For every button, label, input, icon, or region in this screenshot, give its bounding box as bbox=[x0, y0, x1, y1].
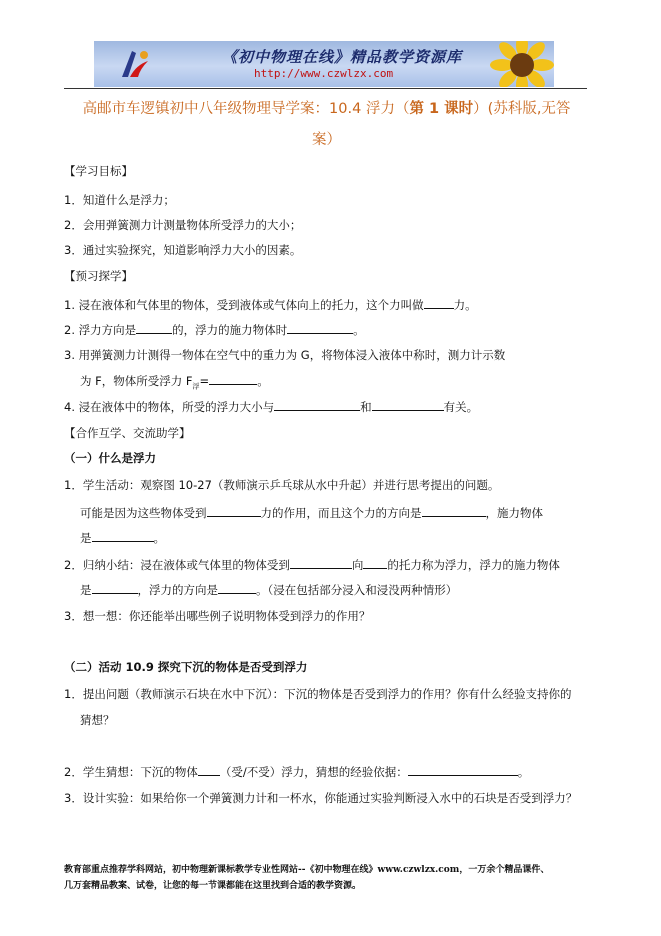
question-text: 有关。 bbox=[443, 400, 479, 414]
question-text: 力的作用，而且这个力的方向是 bbox=[260, 506, 422, 520]
title-part: ）(苏科版,无答 bbox=[473, 101, 571, 117]
answer-blank[interactable] bbox=[136, 321, 172, 334]
answer-blank[interactable] bbox=[290, 556, 352, 569]
question-text: 4. 浸在液体中的物体，所受的浮力大小与 bbox=[64, 400, 275, 414]
title-part: 案） bbox=[312, 132, 341, 148]
answer-blank[interactable] bbox=[424, 296, 454, 309]
question-text: ，施力物体 bbox=[485, 506, 543, 520]
question-text: 力。 bbox=[453, 298, 477, 312]
banner-title: 《初中物理在线》精品教学资源库 bbox=[222, 48, 463, 66]
goal-item: 3．通过实验探究，知道影响浮力大小的因素。 bbox=[64, 243, 302, 257]
question-text: 可能是因为这些物体受到 bbox=[80, 506, 207, 520]
preview-question-4 bbox=[64, 398, 478, 415]
activity-step-1: 1．提出问题（教师演示石块在水中下沉）：下沉的物体是否受到浮力的作用？你有什么经验支持你的 bbox=[64, 687, 572, 701]
answer-blank[interactable] bbox=[207, 504, 261, 517]
activity-step-1-cont: 猜想？ bbox=[80, 713, 115, 727]
goal-item: 2．会用弹簧测力计测量物体所受浮力的大小； bbox=[64, 218, 302, 232]
question-text: 。（浸在包括部分浸入和浸没两种情形） bbox=[256, 583, 458, 597]
question-text: 是 bbox=[80, 583, 92, 597]
question-text: 为 F，物体所受浮力 F bbox=[80, 374, 193, 388]
question-text: 。 bbox=[517, 765, 530, 779]
answer-blank[interactable] bbox=[408, 763, 518, 776]
summary-2-line bbox=[80, 581, 457, 598]
question-text: 。 bbox=[153, 531, 165, 545]
answer-blank[interactable] bbox=[422, 504, 486, 517]
title-lesson: 第 1 课时 bbox=[409, 101, 474, 117]
answer-blank[interactable] bbox=[363, 556, 387, 569]
summary-2 bbox=[64, 556, 560, 573]
page-footer bbox=[64, 862, 604, 894]
question-text: 和 bbox=[360, 400, 372, 414]
question-text: ，浮力的方向是 bbox=[137, 583, 218, 597]
header-rule bbox=[64, 88, 587, 89]
question-text: 1. 浸在液体和气体里的物体，受到液体或气体向上的托力，这个力叫做 bbox=[64, 298, 424, 312]
activity-1-line bbox=[80, 529, 165, 546]
footer-line: 几万套精品教案、试卷，让您的每一节课都能在这里找到合适的教学资源。 bbox=[64, 881, 362, 891]
section-heading-preview: 【预习探学】 bbox=[64, 269, 133, 283]
section-heading-goals: 【学习目标】 bbox=[64, 164, 133, 178]
subscript: 浮 bbox=[192, 382, 200, 391]
question-text: 是 bbox=[80, 531, 92, 545]
question-text: 的托力称为浮力，浮力的施力物体 bbox=[387, 558, 560, 572]
question-text: 向 bbox=[351, 558, 364, 572]
preview-question-2 bbox=[64, 321, 365, 338]
activity-1: 1．学生活动：观察图 10-27（教师演示乒乓球从水中升起）并进行思考提出的问题。 bbox=[64, 478, 500, 492]
answer-blank[interactable] bbox=[274, 398, 360, 411]
site-logo-icon bbox=[118, 47, 154, 81]
section-heading-cooperate: 【合作互学、交流助学】 bbox=[64, 426, 191, 440]
header-banner bbox=[94, 41, 554, 87]
sunflower-icon bbox=[482, 41, 554, 87]
goal-item: 1．知道什么是浮力； bbox=[64, 193, 175, 207]
question-text: 。 bbox=[257, 374, 269, 388]
question-text: （受/不受）浮力，猜想的经验依据： bbox=[219, 765, 408, 779]
question-text: 2．学生猜想：下沉的物体 bbox=[64, 765, 198, 779]
answer-blank[interactable] bbox=[218, 581, 256, 594]
question-text: 2. 浮力方向是 bbox=[64, 323, 137, 337]
answer-blank[interactable] bbox=[209, 372, 257, 385]
answer-blank[interactable] bbox=[92, 529, 154, 542]
answer-blank[interactable] bbox=[372, 398, 444, 411]
think-3: 3．想一想：你还能举出哪些例子说明物体受到浮力的作用？ bbox=[64, 609, 371, 623]
title-part: 高邮市车逻镇初中八年级物理导学案：10.4 浮力（ bbox=[82, 101, 410, 117]
part-heading-2: （二）活动 10.9 探究下沉的物体是否受到浮力 bbox=[64, 660, 308, 674]
preview-question-3-cont bbox=[80, 372, 269, 394]
activity-1-line bbox=[80, 504, 543, 521]
footer-line: 教育部重点推荐学科网站，初中物理新课标教学专业性网站--《初中物理在线》www.czwlzx.com，一万余个精品课件、 bbox=[64, 865, 550, 875]
preview-question-1 bbox=[64, 296, 477, 313]
question-text: 2．归纳小结：浸在液体或气体里的物体受到 bbox=[64, 558, 290, 572]
answer-blank[interactable] bbox=[92, 581, 138, 594]
activity-step-2 bbox=[64, 763, 529, 780]
question-text: 。 bbox=[353, 323, 365, 337]
question-text: 的，浮力的施力物体时 bbox=[172, 323, 288, 337]
answer-blank[interactable] bbox=[287, 321, 353, 334]
document-title bbox=[54, 94, 599, 156]
part-heading-1: （一）什么是浮力 bbox=[64, 451, 156, 465]
question-text: = bbox=[199, 374, 210, 388]
answer-blank[interactable] bbox=[198, 763, 220, 776]
preview-question-3: 3. 用弹簧测力计测得一物体在空气中的重力为 G，将物体浸入液体中称时，测力计示数 bbox=[64, 348, 506, 362]
banner-url: http://www.czwlzx.com bbox=[254, 67, 394, 80]
activity-step-3: 3．设计实验：如果给你一个弹簧测力计和一杯水，你能通过实验判断浸入水中的石块是否受到浮力？ bbox=[64, 791, 578, 805]
